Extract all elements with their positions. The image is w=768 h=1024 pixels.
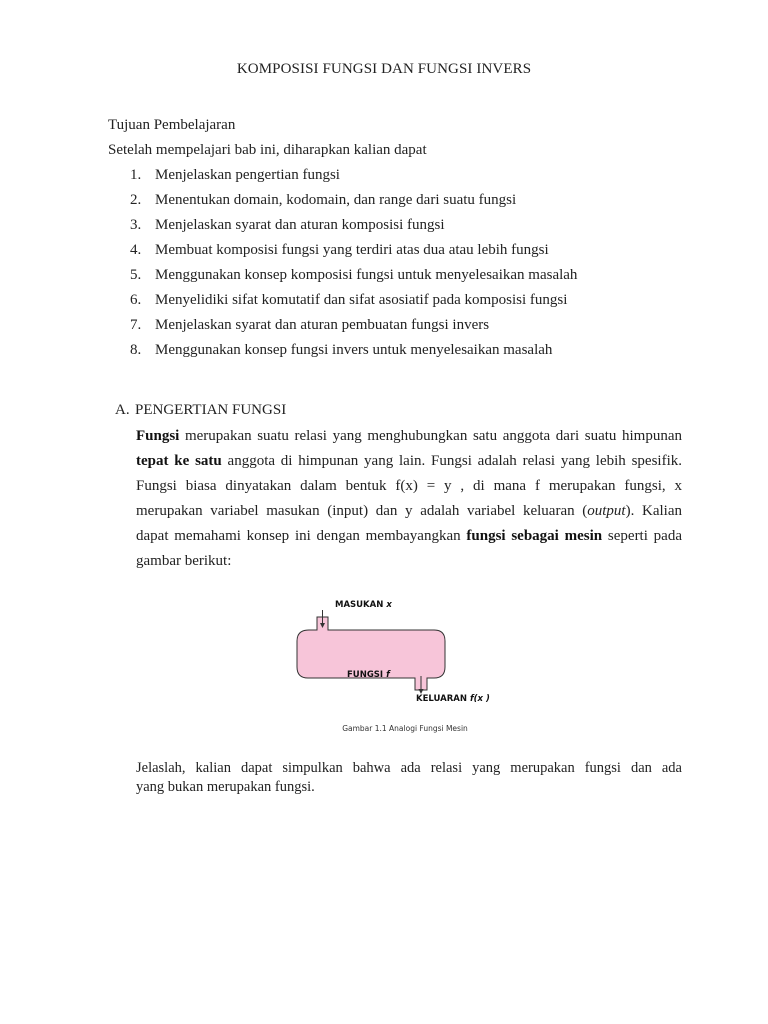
document-page: KOMPOSISI FUNGSI DAN FUNGSI INVERS Tujuan Pembelajaran Setelah mempelajari bab ini, diharapkan kalian dapat 1. Menjelaskan pengertian fungsi 2. Menentukan domain, kodomain, dan range dari suatu fungsi 3. Menjelaskan syarat dan aturan komposisi fungsi 4. Membuat komposisi fungsi yang terdiri atas dua atau lebih fungsi 5. Menggunakan konsep komposisi fungsi untuk menyelesaikan masalah 6. Menyelidiki sifat komutatif dan sifat asosiatif pada komposisi fungsi 7. Menjelaskan syarat dan aturan pembuatan fungsi invers 8. Menggunakan konsep fungsi invers untuk menyelesaikan masalah A. PENGERTIAN FUNGSI Fungsi merupakan suatu relasi yang menghubungkan satu anggota dari suatu himpunan tepat ke satu anggota di himpunan yang lain. Fungsi adalah relasi yang lebih spesifik. Fungsi biasa dinyatakan dalam bentuk f(x) = y , di mana f merupakan fungsi, x merupakan variabel masukan (input) dan y adalah variabel keluaran (output). Kalian dapat memahami konsep ini dengan membayangkan fungsi sebagai mesin seperti pada gambar berikut: MASUKAN x FUNGSI f KELUARAN f(x ) Gambar 1.1 Analogi Fungsi Mesin Jelaslah, kalian dapat simpulkan bahwa ada relasi yang merupakan fungsi dan ada yang bukan merupakan fungsi.: [0, 0, 768, 1024]
paragraph-line: Fungsi biasa dinyatakan dalam bentuk f(x) = y , di mana f merupakan fungsi, x: [136, 478, 682, 494]
input-label: MASUKAN x: [335, 600, 392, 610]
figure-caption: Gambar 1.1 Analogi Fungsi Mesin: [342, 724, 468, 733]
function-machine-diagram: [290, 590, 510, 715]
page-title: KOMPOSISI FUNGSI DAN FUNGSI INVERS: [236, 61, 532, 77]
paragraph-line: dapat memahami konsep ini dengan membayangkan fungsi sebagai mesin seperti pada: [136, 528, 682, 544]
machine-label: FUNGSI f: [347, 670, 390, 680]
paragraph-line: Fungsi merupakan suatu relasi yang menghubungkan satu anggota dari suatu himpunan: [136, 428, 682, 444]
objectives-heading: Tujuan Pembelajaran: [108, 117, 236, 133]
section-heading: PENGERTIAN FUNGSI: [135, 402, 287, 418]
section-letter: A.: [115, 402, 130, 418]
paragraph-line: merupakan variabel masukan (input) dan y adalah variabel keluaran (output). Kalian: [136, 503, 682, 519]
paragraph-line: Jelaslah, kalian dapat simpulkan bahwa ada relasi yang merupakan fungsi dan ada: [136, 760, 682, 776]
output-label: KELUARAN f(x ): [416, 694, 490, 704]
paragraph-line: gambar berikut:: [136, 553, 232, 569]
paragraph-line: tepat ke satu anggota di himpunan yang lain. Fungsi adalah relasi yang lebih spesifik.: [136, 453, 683, 469]
paragraph-line: yang bukan merupakan fungsi.: [136, 779, 315, 795]
objectives-intro: Setelah mempelajari bab ini, diharapkan kalian dapat: [108, 142, 427, 158]
